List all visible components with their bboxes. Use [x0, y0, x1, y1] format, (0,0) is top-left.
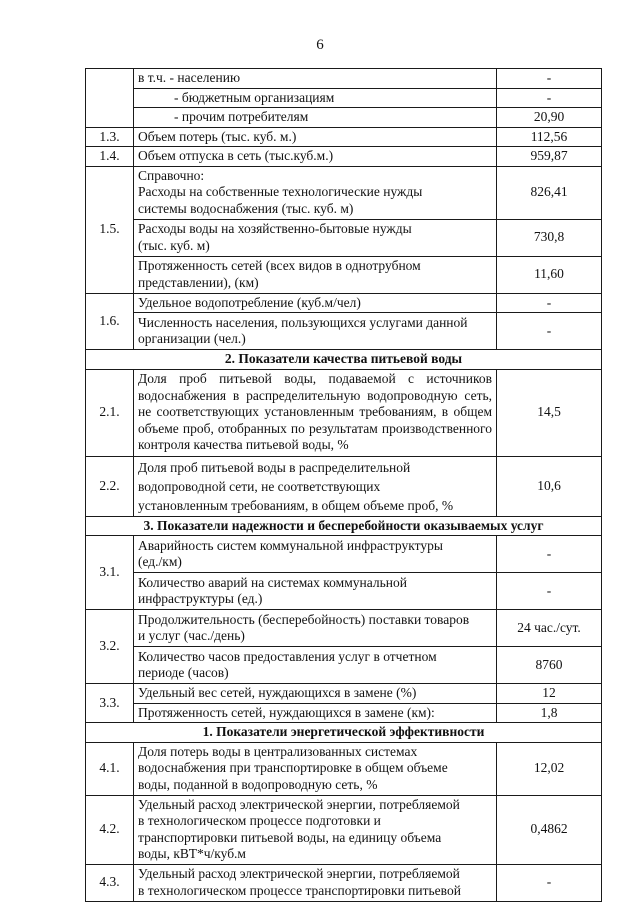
row-value: 8760	[497, 647, 602, 684]
row-value: 12,02	[497, 742, 602, 795]
row-value: 112,56	[497, 127, 602, 147]
row-number: 3.2.	[86, 610, 134, 684]
table-row	[86, 147, 602, 167]
section-header-row	[86, 350, 602, 370]
row-number: 1.5.	[86, 166, 134, 293]
table-row	[86, 293, 602, 313]
table-row	[86, 536, 602, 573]
row-value: 826,41	[497, 166, 602, 219]
row-value: -	[497, 313, 602, 350]
row-description: - бюджетным организациям	[134, 88, 497, 108]
row-number: 3.1.	[86, 536, 134, 610]
row-value: 24 час./сут.	[497, 610, 602, 647]
row-value: 11,60	[497, 256, 602, 293]
row-description: - прочим потребителям	[134, 108, 497, 128]
row-description: Удельный расход электрической энергии, потребляемой в технологическом процессе транспортировки питьевой	[134, 864, 497, 901]
section-title: 1. Показатели энергетической эффективности	[86, 723, 602, 743]
table-row	[86, 742, 602, 795]
row-value: 1,8	[497, 703, 602, 723]
row-description: Количество аварий на системах коммунальной инфраструктуры (ед.)	[134, 573, 497, 610]
table-row	[86, 108, 602, 128]
row-description: Объем потерь (тыс. куб. м.)	[134, 127, 497, 147]
table-row	[86, 313, 602, 350]
row-description: в т.ч. - населению	[134, 69, 497, 89]
table-row	[86, 684, 602, 704]
table-row	[86, 219, 602, 256]
table-row	[86, 166, 602, 219]
row-description: Количество часов предоставления услуг в отчетном периоде (часов)	[134, 647, 497, 684]
row-value: 0,4862	[497, 795, 602, 864]
section-title: 2. Показатели качества питьевой воды	[86, 350, 602, 370]
table-row	[86, 573, 602, 610]
row-number: 4.3.	[86, 864, 134, 901]
section-header-row	[86, 723, 602, 743]
row-description: Протяженность сетей, нуждающихся в замене (км):	[134, 703, 497, 723]
table-row	[86, 795, 602, 864]
row-description: Протяженность сетей (всех видов в однотрубном представлении), (км)	[134, 256, 497, 293]
indicators-table	[85, 68, 602, 902]
page-number: 6	[316, 37, 324, 53]
table-row	[86, 647, 602, 684]
row-value: 12	[497, 684, 602, 704]
row-number: 1.3.	[86, 127, 134, 147]
row-description: Аварийность систем коммунальной инфраструктуры (ед./км)	[134, 536, 497, 573]
row-value: 14,5	[497, 369, 602, 456]
row-value: -	[497, 293, 602, 313]
section-title: 3. Показатели надежности и бесперебойности оказываемых услуг	[86, 516, 602, 536]
row-number: 1.4.	[86, 147, 134, 167]
row-value: -	[497, 573, 602, 610]
row-description: Доля проб питьевой воды в распределительной водопроводной сети, не соответствующих установленным требованиям, в общем объеме проб, %	[134, 456, 497, 516]
table-row	[86, 703, 602, 723]
section-header-row	[86, 516, 602, 536]
row-description: Справочно: Расходы на собственные технологические нужды системы водоснабжения (тыс. куб. м)	[134, 166, 497, 219]
row-description: Численность населения, пользующихся услугами данной организации (чел.)	[134, 313, 497, 350]
row-value: -	[497, 88, 602, 108]
row-description: Продолжительность (бесперебойность) поставки товаров и услуг (час./день)	[134, 610, 497, 647]
row-description: Доля потерь воды в централизованных системах водоснабжения при транспортировке в общем объеме воды, поданной в водопроводную сеть, %	[134, 742, 497, 795]
table-row	[86, 369, 602, 456]
row-number: 3.3.	[86, 684, 134, 723]
row-description: Доля проб питьевой воды, подаваемой с источников водоснабжения в распределительную водопроводную сеть, не соответствующих установленным требованиям, в общем объеме проб, отобранных по результатам производственного контроля качества питьевой воды, %	[134, 369, 497, 456]
row-number: 2.1.	[86, 369, 134, 456]
row-number: 1.6.	[86, 293, 134, 350]
row-value: 730,8	[497, 219, 602, 256]
row-value: 10,6	[497, 456, 602, 516]
row-number-cell	[86, 69, 134, 128]
row-value: 20,90	[497, 108, 602, 128]
table-row	[86, 456, 602, 516]
table-row	[86, 864, 602, 901]
row-value: -	[497, 864, 602, 901]
table-row	[86, 610, 602, 647]
row-description: Удельное водопотребление (куб.м/чел)	[134, 293, 497, 313]
row-value: -	[497, 69, 602, 89]
row-value: 959,87	[497, 147, 602, 167]
row-description: Расходы воды на хозяйственно-бытовые нужды (тыс. куб. м)	[134, 219, 497, 256]
row-number: 2.2.	[86, 456, 134, 516]
table-row	[86, 88, 602, 108]
row-description: Удельный вес сетей, нуждающихся в замене (%)	[134, 684, 497, 704]
table-row	[86, 256, 602, 293]
table-row	[86, 69, 602, 89]
row-description: Удельный расход электрической энергии, потребляемой в технологическом процессе подготовки и транспортировки питьевой воды, на единицу объема воды, кВТ*ч/куб.м	[134, 795, 497, 864]
row-number: 4.2.	[86, 795, 134, 864]
table-row	[86, 127, 602, 147]
row-value: -	[497, 536, 602, 573]
row-number: 4.1.	[86, 742, 134, 795]
row-description: Объем отпуска в сеть (тыс.куб.м.)	[134, 147, 497, 167]
